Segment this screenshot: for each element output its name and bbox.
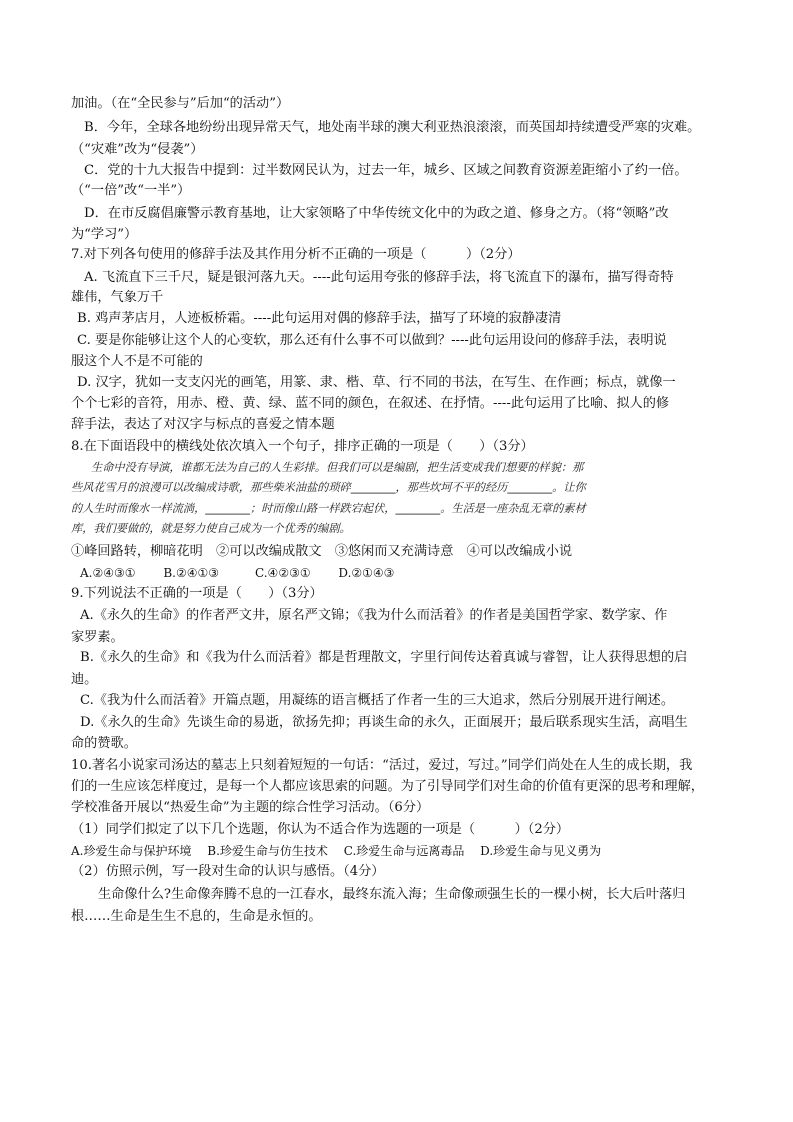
text-line: 为“学习”） — [71, 227, 138, 242]
question-7-option-a: A. 飞流直下三千尺，疑是银河落九天。----此句运用夸张的修辞手法，将飞流直下的瀑布，描写得奇特 — [84, 270, 674, 285]
question-7-option-b: B. 鸡声茅店月，人迹板桥霜。----此句运用对偶的修辞手法，描写了环境的寂静凄清 — [77, 311, 562, 326]
text-line: 命的赞歌。 — [71, 736, 137, 751]
question-9-option-c: C.《我为什么而活着》开篇点题，用凝练的语言概括了作者一生的三大追求，然后分别展开进行阐述。 — [80, 693, 675, 708]
passage-line: 些风花雪月的浪漫可以改编成诗歌，那些柴米油盐的琐碎________，那些坎坷不平的经历________。让你 — [71, 481, 586, 494]
text-line: （“灾难”改为“侵袭”） — [71, 142, 204, 157]
text-line: C．党的十九大报告中提到：过半数网民认为，过去一年，城乡、区域之间教育资源差距缩小了约一倍。 — [84, 163, 688, 178]
question-7-option-c: C. 要是你能够让这个人的心变软，那么还有什么事不可以做到？----此句运用设问的修辞手法，表明说 — [77, 333, 667, 348]
question-7-option-d: D. 汉字，犹如一支支闪光的画笔，用篆、隶、楷、草、行不同的书法，在写生、在作画；标点，就像一 — [77, 375, 676, 390]
text-line: 个个七彩的音符，用赤、橙、黄、绿、蓝不同的颜色，在叙述、在抒情。----此句运用了比喻、拟人的修 — [71, 396, 670, 411]
text-line: 雄伟，气象万千 — [71, 290, 164, 305]
text-line: D．在市反腐倡廉警示教育基地，让大家领略了中华传统文化中的为政之道、修身之方。（将“领略”改 — [84, 206, 669, 221]
question-7-stem: 7.对下列各句使用的修辞手法及其作用分析不正确的一项是（ ）（2分） — [71, 247, 521, 262]
question-8-items: ①峰回路转，柳暗花明 ②可以改编成散文 ③悠闲而又充满诗意 ④可以改编成小说 — [71, 544, 573, 559]
question-9-option-d: D.《永久的生命》先谈生命的易逝，欲扬先抑；再谈生命的永久，正面展开；最后联系现实生活，高唱生 — [80, 715, 688, 730]
question-10-stem: 10.著名小说家司汤达的墓志上只刻着短短的一句话：“活过，爱过，写过。”同学们尚处在人生的成长期，我 — [71, 758, 693, 773]
question-9-option-a: A.《永久的生命》的作者严文井，原名严文锦；《我为什么而活着》的作者是美国哲学家、数学家、作 — [80, 608, 668, 623]
text-line: B．今年，全球各地纷纷出现异常天气，地处南半球的澳大利亚热浪滚滚，而英国却持续遭受严寒的灾难。 — [84, 120, 701, 135]
question-8-stem: 8.在下面语段中的横线处依次填入一个句子，排序正确的一项是（ ）（3分） — [71, 439, 534, 454]
question-10-part-1-options: A.珍爱生命与保护环境 B.珍爱生命与仿生技术 C.珍爱生命与远离毒品 D.珍爱生命与见义勇为 — [71, 844, 602, 858]
example-text: 生命像什么?生命像奔腾不息的一江春水，最终东流入海；生命像顽强生长的一棵小树，长大后叶落归 — [98, 887, 686, 902]
text-line: 加油。（在“全民参与”后加“的活动”） — [71, 96, 290, 111]
passage-line: 库，我们要做的，就是努力使自己成为一个优秀的编剧。 — [71, 522, 351, 535]
passage-line: 生命中没有导演，谁都无法为自己的人生彩排。但我们可以是编剧，把生活变成我们想要的样貌：那 — [91, 461, 584, 474]
question-9-option-b: B.《永久的生命》和《我为什么而活着》都是哲理散文，字里行间传达着真诚与睿智，让人获得思想的启 — [80, 650, 688, 665]
question-9-stem: 9.下列说法不正确的一项是（ ）（3分） — [71, 586, 323, 601]
text-line: 服这个人不是不可能的 — [71, 354, 203, 369]
question-10-part-2: （2）仿照示例，写一段对生命的认识与感悟。（4分） — [71, 864, 385, 879]
text-line: 家罗素。 — [71, 630, 124, 645]
text-line: 迪。 — [71, 672, 98, 687]
text-line: 们的一生应该怎样度过，是每一个人都应该思索的问题。为了引导同学们对生命的价值有更深的思考和理解， — [71, 779, 704, 794]
text-line: （“一倍”改“一半”） — [71, 183, 191, 198]
question-8-options: A.②④③① B.②④①③ C.④②③① D.②①④③ — [80, 566, 395, 580]
text-line: 辞手法，表达了对汉字与标点的喜爱之情本题 — [71, 417, 335, 432]
example-text: 根……生命是生生不息的，生命是永恒的。 — [71, 909, 322, 924]
question-10-part-1: （1）同学们拟定了以下几个选题，你认为不适合作为选题的一项是（ ）（2分） — [71, 822, 570, 837]
passage-line: 的人生时而像水一样流淌，________；时而像山路一样跌宕起伏，________。生活是一座杂乱无章的素材 — [71, 502, 586, 515]
text-line: 学校准备开展以“热爱生命”为主题的综合性学习活动。（6分） — [71, 800, 430, 815]
